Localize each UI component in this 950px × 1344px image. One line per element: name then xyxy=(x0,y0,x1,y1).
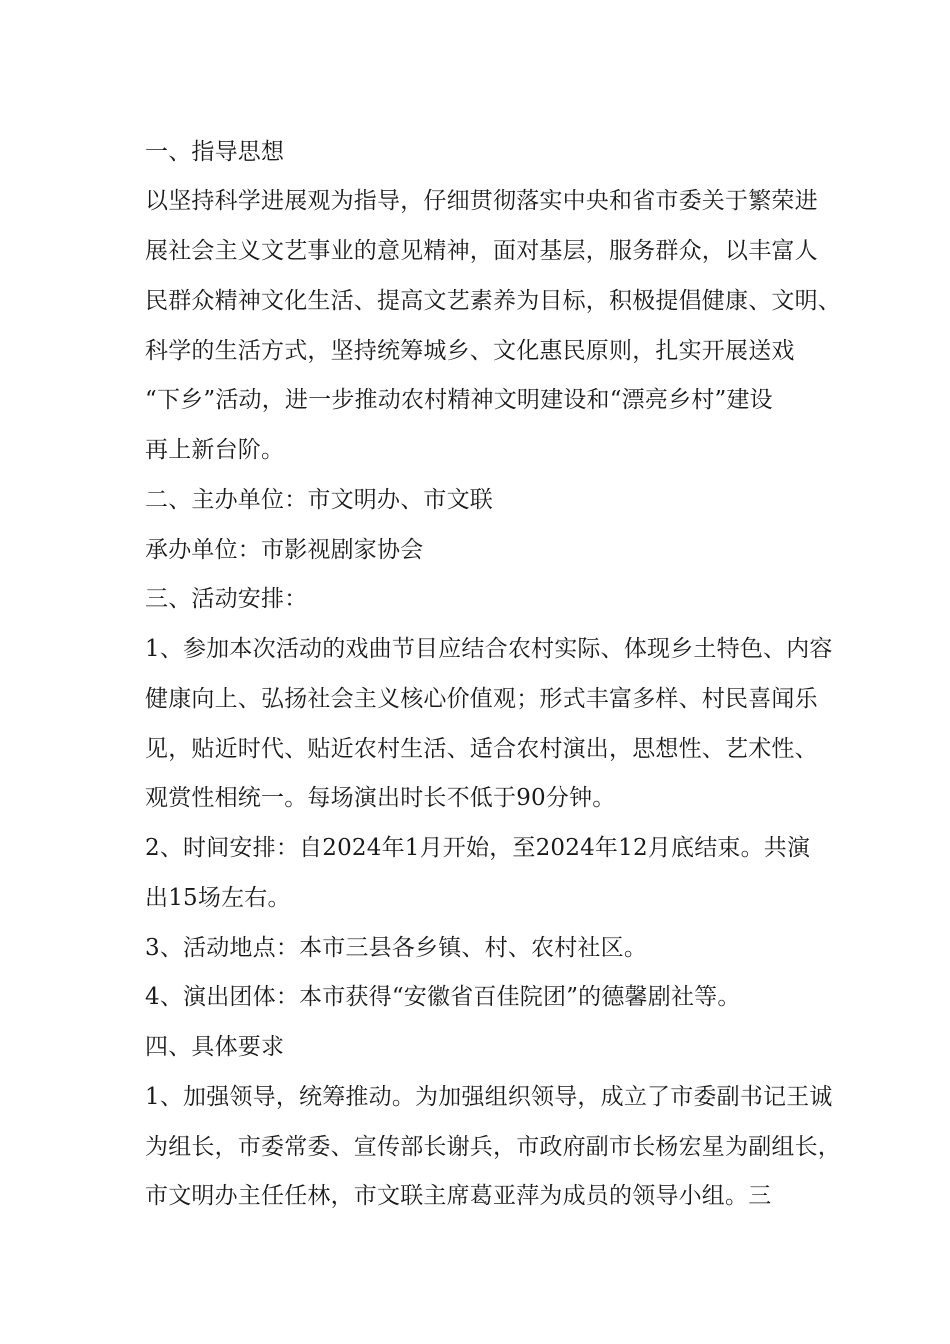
paragraph-line: 出15场左右。 xyxy=(145,885,291,911)
paragraph-line: 1、加强领导，统筹推动。为加强组织领导，成立了市委副书记王诚 xyxy=(145,1084,833,1110)
paragraph-line: 市文明办主任任林，市文联主席葛亚萍为成员的领导小组。三 xyxy=(145,1183,772,1209)
paragraph-line: 观赏性相统一。每场演出时长不低于90分钟。 xyxy=(145,785,616,811)
paragraph-line: 1、参加本次活动的戏曲节目应结合农村实际、体现乡土特色、内容 xyxy=(145,636,833,662)
paragraph-line: 3、活动地点：本市三县各乡镇、村、农村社区。 xyxy=(145,935,648,961)
paragraph-line: 以坚持科学进展观为指导，仔细贯彻落实中央和省市委关于繁荣进 xyxy=(145,188,818,214)
heading-specific-requirements: 四、具体要求 xyxy=(145,1034,285,1060)
heading-guiding-thought: 一、指导思想 xyxy=(145,139,285,165)
paragraph-line: 科学的生活方式，坚持统筹城乡、文化惠民原则，扎实开展送戏 xyxy=(145,338,795,364)
paragraph-line: 为组长，市委常委、宣传部长谢兵，市政府副市长杨宏星为副组长， xyxy=(145,1134,841,1160)
paragraph-line: 展社会主义文艺事业的意见精神，面对基层，服务群众，以丰富人 xyxy=(145,238,818,264)
paragraph-line: 再上新台阶。 xyxy=(145,437,285,463)
co-organizer-line: 承办单位：市影视剧家协会 xyxy=(145,537,424,563)
paragraph-line: 见，贴近时代、贴近农村生活、适合农村演出，思想性、艺术性、 xyxy=(145,736,818,762)
heading-activity-arrangement: 三、活动安排： xyxy=(145,586,308,612)
paragraph-line: 民群众精神文化生活、提高文艺素养为目标，积极提倡健康、文明、 xyxy=(145,288,841,314)
paragraph-line: “下乡”活动，进一步推动农村精神文明建设和“漂亮乡村”建设 xyxy=(145,387,773,413)
heading-organizers: 二、主办单位：市文明办、市文联 xyxy=(145,487,493,513)
paragraph-line: 4、演出团体：本市获得“安徽省百佳院团”的德馨剧社等。 xyxy=(145,984,741,1010)
paragraph-line: 健康向上、弘扬社会主义核心价值观；形式丰富多样、村民喜闻乐 xyxy=(145,686,818,712)
paragraph-line: 2、时间安排：自2024年1月开始，至2024年12月底结束。共演 xyxy=(145,835,811,861)
